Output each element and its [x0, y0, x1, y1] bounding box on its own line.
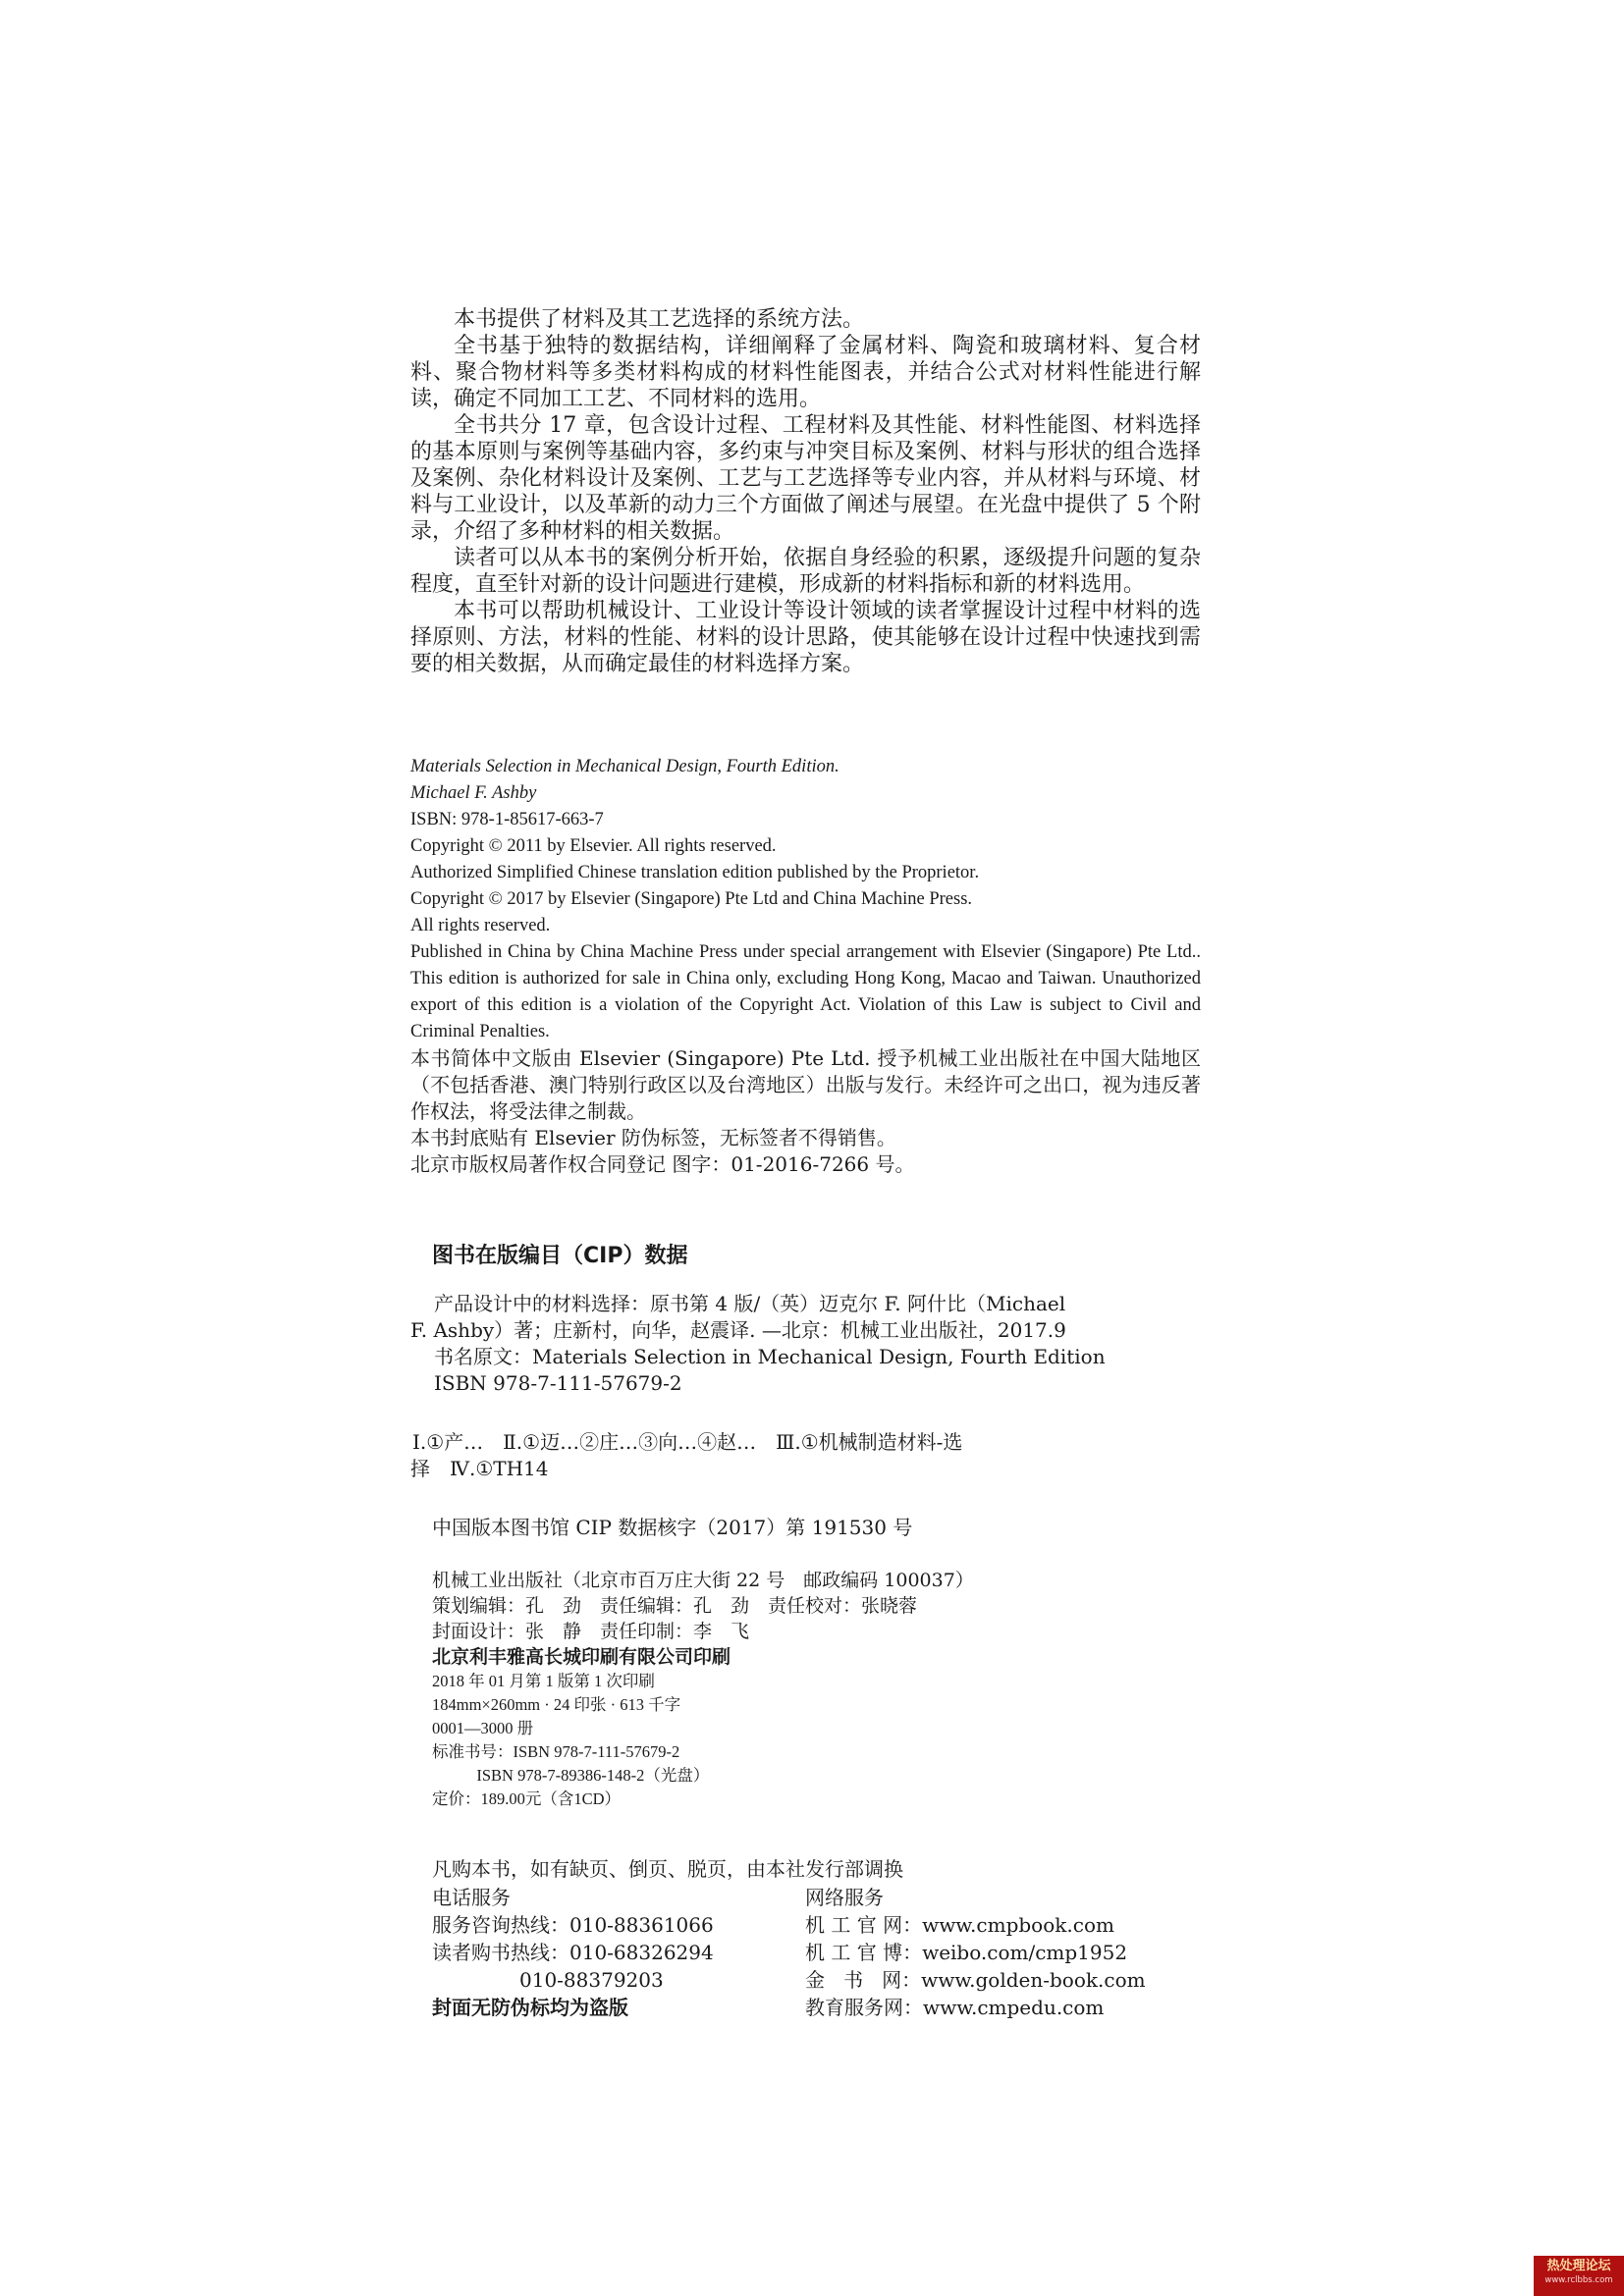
summary-paragraph: 全书共分 17 章，包含设计过程、工程材料及其性能、材料性能图、材料选择的基本原则与案例等基础内容，多约束与冲突目标及案例、材料与形状的组合选择及案例、杂化材料设计及案例、工艺与工艺选择等专业内容，并从材料与环境、材料与工业设计，以及革新的动力三个方面做了阐述与展望。在光盘中提供了 5 个附录，介绍了多种材料的相关数据。 [410, 413, 1201, 544]
copies-line: 0001—3000 册 [432, 1719, 534, 1737]
summary-paragraph: 读者可以从本书的案例分析开始，依据自身经验的积累，逐级提升问题的复杂程度，直至针对新的设计问题进行建模，形成新的材料指标和新的材料选用。 [410, 546, 1201, 597]
cip-line: 书名原文：Materials Selection in Mechanical Design, Fourth Edition [434, 1345, 1106, 1368]
rights-line: All rights reserved. [410, 916, 551, 935]
cip-classification [410, 1429, 1201, 1482]
book-summary [410, 306, 1201, 677]
stamp-url: www.rclbbs.com [1544, 2275, 1613, 2285]
copyright-line: Copyright © 2011 by Elsevier. All rights reserved. [410, 836, 777, 856]
original-title: Materials Selection in Mechanical Design, Fourth Edition. [410, 757, 839, 776]
summary-paragraph: 本书提供了材料及其工艺选择的系统方法。 [454, 307, 865, 332]
cip-class-line: 择 Ⅳ.①TH14 [410, 1457, 549, 1480]
cip-verification: 中国版本图书馆 CIP 数据核字（2017）第 191530 号 [432, 1516, 913, 1539]
cip-line: F. Ashby）著；庄新村，向华，赵震译. —北京：机械工业出版社，2017.9 [410, 1318, 1066, 1342]
hotline-buy: 读者购书热线：010-68326294 [432, 1941, 714, 1964]
cip-line: ISBN 978-7-111-57679-2 [434, 1371, 682, 1395]
replacement-notice: 凡购本书，如有缺页、倒页、脱页，由本社发行部调换 [432, 1857, 903, 1881]
phone-service-title: 电话服务 [432, 1886, 511, 1909]
cn-contract: 北京市版权局著作权合同登记 图字：01-2016-7266 号。 [410, 1152, 915, 1176]
net-service-title: 网络服务 [805, 1886, 884, 1909]
net-weibo: 机 工 官 博：weibo.com/cmp1952 [805, 1941, 1128, 1964]
cip-class-line: Ⅰ.①产… Ⅱ.①迈…②庄…③向…④赵… Ⅲ.①机械制造材料-选 [412, 1430, 963, 1454]
cn-license: 本书简体中文版由 Elsevier (Singapore) Pte Ltd. 授予机械工业出版社在中国大陆地区（不包括香港、澳门特别行政区以及台湾地区）出版与发行。未经许可之出口，视为违反著作权法，将受法律之制裁。 [410, 1046, 1201, 1123]
publisher-info [432, 1568, 1198, 1811]
hotline-buy-2: 010-88379203 [432, 1968, 664, 1992]
hotline-consult: 服务咨询热线：010-88361066 [432, 1913, 714, 1937]
isbn-line: ISBN 978-7-89386-148-2（光盘） [432, 1766, 710, 1785]
forum-watermark-stamp [1534, 2256, 1624, 2296]
net-education: 教育服务网：www.cmpedu.com [805, 1996, 1105, 2019]
original-isbn: ISBN: 978-1-85617-663-7 [410, 810, 604, 829]
cip-heading: 图书在版编目（CIP）数据 [432, 1244, 688, 1268]
printer-line: 北京利丰雅高长城印刷有限公司印刷 [432, 1646, 731, 1668]
summary-paragraph: 本书可以帮助机械设计、工业设计等设计领域的读者掌握设计过程中材料的选择原则、方法，材料的性能、材料的设计思路，使其能够在设计过程中快速找到需要的相关数据，从而确定最佳的材料选择方案。 [410, 599, 1201, 676]
stamp-title: 热处理论坛 [1546, 2259, 1611, 2273]
press-address: 机械工业出版社（北京市百万庄大街 22 号 邮政编码 100037） [432, 1570, 974, 1591]
published-in-china: Published in China by China Machine Press under special arrangement with Elsevier (Singapore) Pte Ltd.. This edition is authorized for sale in China only, excluding Hong Kong, Macao and Taiwan. Unauthorized export of this edition is a violation of the Copyright Act. Violation of this Law is subject to Civil and Criminal Penalties. [410, 942, 1201, 1041]
phone-service [432, 1884, 805, 2021]
cip-data [410, 1291, 1201, 1397]
isbn-line: 标准书号：ISBN 978-7-111-57679-2 [432, 1742, 680, 1761]
net-service [805, 1884, 1146, 2021]
original-author: Michael F. Ashby [410, 783, 537, 803]
copyright-line: Copyright © 2017 by Elsevier (Singapore) Pte Ltd and China Machine Press. [410, 889, 973, 909]
net-site: 机 工 官 网：www.cmpbook.com [805, 1913, 1114, 1937]
cn-label-notice: 本书封底贴有 Elsevier 防伪标签，无标签者不得销售。 [410, 1126, 896, 1149]
anti-fake-notice: 封面无防伪标均为盗版 [432, 1996, 628, 2019]
editors-line: 封面设计：张 静 责任印制：李 飞 [432, 1621, 750, 1642]
editors-line: 策划编辑：孔 劲 责任编辑：孔 劲 责任校对：张晓蓉 [432, 1595, 918, 1617]
edition-line: 2018 年 01 月第 1 版第 1 次印刷 [432, 1672, 655, 1690]
cip-line: 产品设计中的材料选择：原书第 4 版/（英）迈克尔 F. 阿什比（Michael [434, 1292, 1066, 1315]
net-golden-book: 金 书 网：www.golden-book.com [805, 1968, 1146, 1992]
service-info [432, 1853, 1198, 2021]
copyright-notice [410, 754, 1201, 1178]
price-line: 定价：189.00元（含1CD） [432, 1789, 622, 1808]
authorized-line: Authorized Simplified Chinese translation edition published by the Proprietor. [410, 863, 980, 882]
summary-paragraph: 全书基于独特的数据结构，详细阐释了金属材料、陶瓷和玻璃材料、复合材料、聚合物材料等多类材料构成的材料性能图表，并结合公式对材料性能进行解读，确定不同加工工艺、不同材料的选用。 [410, 334, 1201, 411]
format-line: 184mm×260mm · 24 印张 · 613 千字 [432, 1695, 681, 1714]
